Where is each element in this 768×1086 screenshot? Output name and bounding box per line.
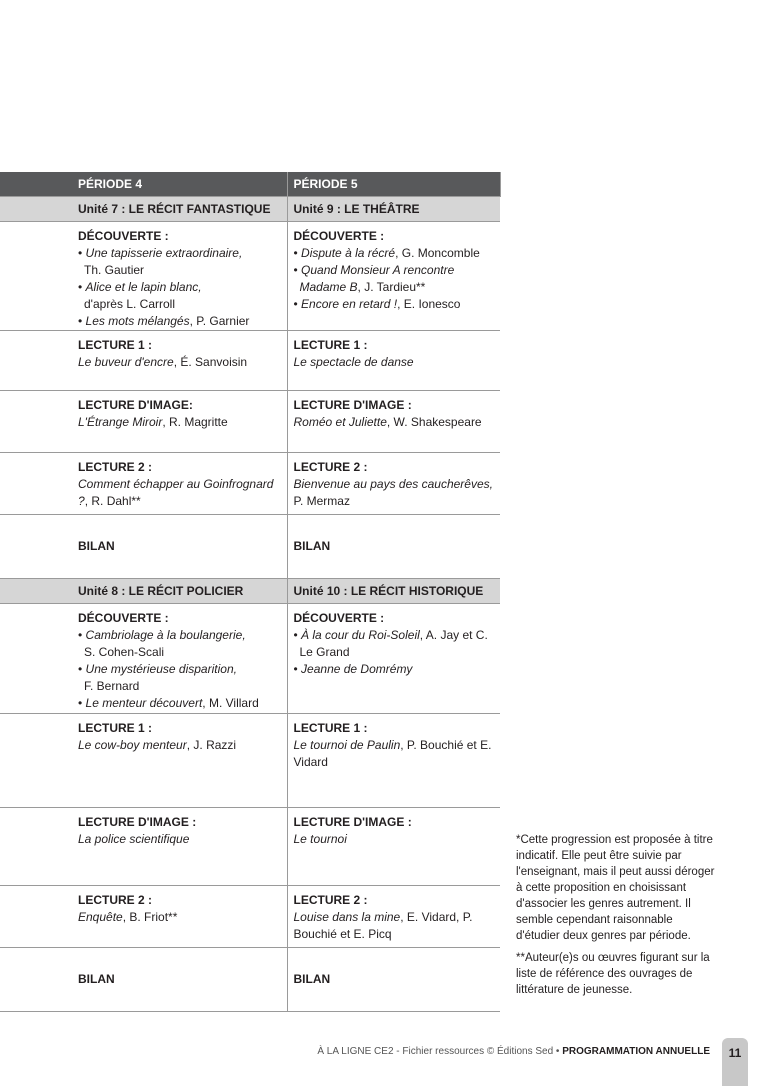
list-item: • Les mots mélangés, P. Garnier [78,313,287,330]
list-item: • Encore en retard !, E. Ionesco [294,296,501,313]
lecture2-cell: LECTURE 2 : Bienvenue au pays des caucherêves, P. Mermaz [287,453,500,515]
lecture2-label: LECTURE 2 : [78,460,153,474]
lecture1-label: LECTURE 1 : [78,338,153,352]
bilan-cell [0,948,287,1012]
image-cell: LECTURE D'IMAGE : Le tournoi [287,808,500,886]
lecture2-label: LECTURE 2 : [293,460,368,474]
page-number: 11 [722,1038,748,1086]
list-item: • Alice et le lapin blanc, d'après L. Carroll [78,279,287,313]
decouverte-cell [287,604,500,714]
image-label: LECTURE D'IMAGE : [78,815,197,829]
list-item: • Le menteur découvert, M. Villard [78,695,287,712]
image-label: LECTURE D'IMAGE : [293,398,412,412]
decouverte-label: DÉCOUVERTE : [293,611,385,625]
page-footer [0,1046,710,1057]
decouverte-cell [0,222,287,331]
lecture1-label: LECTURE 1 : [293,721,368,735]
list-item: • Cambriolage à la boulangerie, S. Cohen-Scali [78,627,287,661]
bilan-row [0,948,500,1012]
lecture2-row [0,453,500,515]
footer-section: PROGRAMMATION ANNUELLE [562,1046,710,1057]
list-item: • Jeanne de Domrémy [294,661,501,678]
reference-note: **Auteur(e)s ou œuvres figurant sur la liste de référence des ouvrages de littérature de jeunesse. [516,952,710,996]
period-5-header: PÉRIODE 5 [287,172,500,197]
image-cell: LECTURE D'IMAGE : Roméo et Juliette, W. Shakespeare [287,391,500,453]
lecture1-label: LECTURE 1 : [78,721,153,735]
image-cell: LECTURE D'IMAGE : La police scientifique [0,808,287,886]
list-item: • Une tapisserie extraordinaire, Th. Gautier [78,245,287,279]
lecture2-row [0,886,500,948]
lecture2-label: LECTURE 2 : [293,893,368,907]
period-4-header: PÉRIODE 4 [0,172,287,197]
unit-row [0,197,500,222]
list-item: • À la cour du Roi-Soleil, A. Jay et C. Le Grand [294,627,501,661]
image-row [0,391,500,453]
image-label: LECTURE D'IMAGE : [293,815,412,829]
list-item: • Une mystérieuse disparition, F. Bernard [78,661,287,695]
lecture1-label: LECTURE 1 : [293,338,368,352]
bilan-label: BILAN [78,539,115,553]
lecture2-cell: LECTURE 2 : Enquête, B. Friot** [0,886,287,948]
lecture1-row [0,714,500,808]
decouverte-row [0,222,500,331]
list-item: • Quand Monsieur A rencontre Madame B, J. Tardieu** [294,262,501,296]
side-notes [516,832,716,1004]
decouverte-label: DÉCOUVERTE : [78,611,169,625]
program-table [0,172,501,1012]
unit-7-title: Unité 7 : LE RÉCIT FANTASTIQUE [0,197,287,222]
bilan-cell [0,515,287,579]
bilan-label: BILAN [78,972,115,986]
unit-10-title: Unité 10 : LE RÉCIT HISTORIQUE [287,579,500,604]
image-cell: LECTURE D'IMAGE: L'Étrange Miroir, R. Magritte [0,391,287,453]
unit-row [0,579,500,604]
bilan-label: BILAN [293,972,331,986]
progression-note: *Cette progression est proposée à titre indicatif. Elle peut être suivie par l'enseignant, mais il peut aussi déroger à cette proposition en choisissant d'associer les genres autrement. Il semble cependant raisonnable d'étudier deux genres par période. [516,834,715,942]
decouverte-cell [287,222,500,331]
period-header-row [0,172,500,197]
decouverte-cell [0,604,287,714]
image-row [0,808,500,886]
lecture2-cell: LECTURE 2 : Comment échapper au Goinfrognard ?, R. Dahl** [0,453,287,515]
lecture2-label: LECTURE 2 : [78,893,153,907]
lecture1-cell: LECTURE 1 : Le tournoi de Paulin, P. Bouchié et E. Vidard [287,714,500,808]
decouverte-row [0,604,500,714]
bilan-cell [287,948,500,1012]
lecture1-row [0,331,500,391]
bilan-cell [287,515,500,579]
lecture1-cell: LECTURE 1 : Le cow-boy menteur, J. Razzi [0,714,287,808]
lecture1-cell: LECTURE 1 : Le spectacle de danse [287,331,500,391]
image-label: LECTURE D'IMAGE: [78,398,193,412]
list-item: • Dispute à la récré, G. Moncomble [294,245,501,262]
lecture2-cell: LECTURE 2 : Louise dans la mine, E. Vidard, P. Bouchié et E. Picq [287,886,500,948]
lecture1-cell: LECTURE 1 : Le buveur d'encre, É. Sanvoisin [0,331,287,391]
decouverte-label: DÉCOUVERTE : [293,229,385,243]
bilan-label: BILAN [293,539,331,553]
decouverte-label: DÉCOUVERTE : [78,229,169,243]
unit-8-title: Unité 8 : LE RÉCIT POLICIER [0,579,287,604]
bilan-row [0,515,500,579]
unit-9-title: Unité 9 : LE THÉÂTRE [287,197,500,222]
footer-credit: À LA LIGNE CE2 - Fichier ressources © Éditions Sed • [317,1046,560,1057]
